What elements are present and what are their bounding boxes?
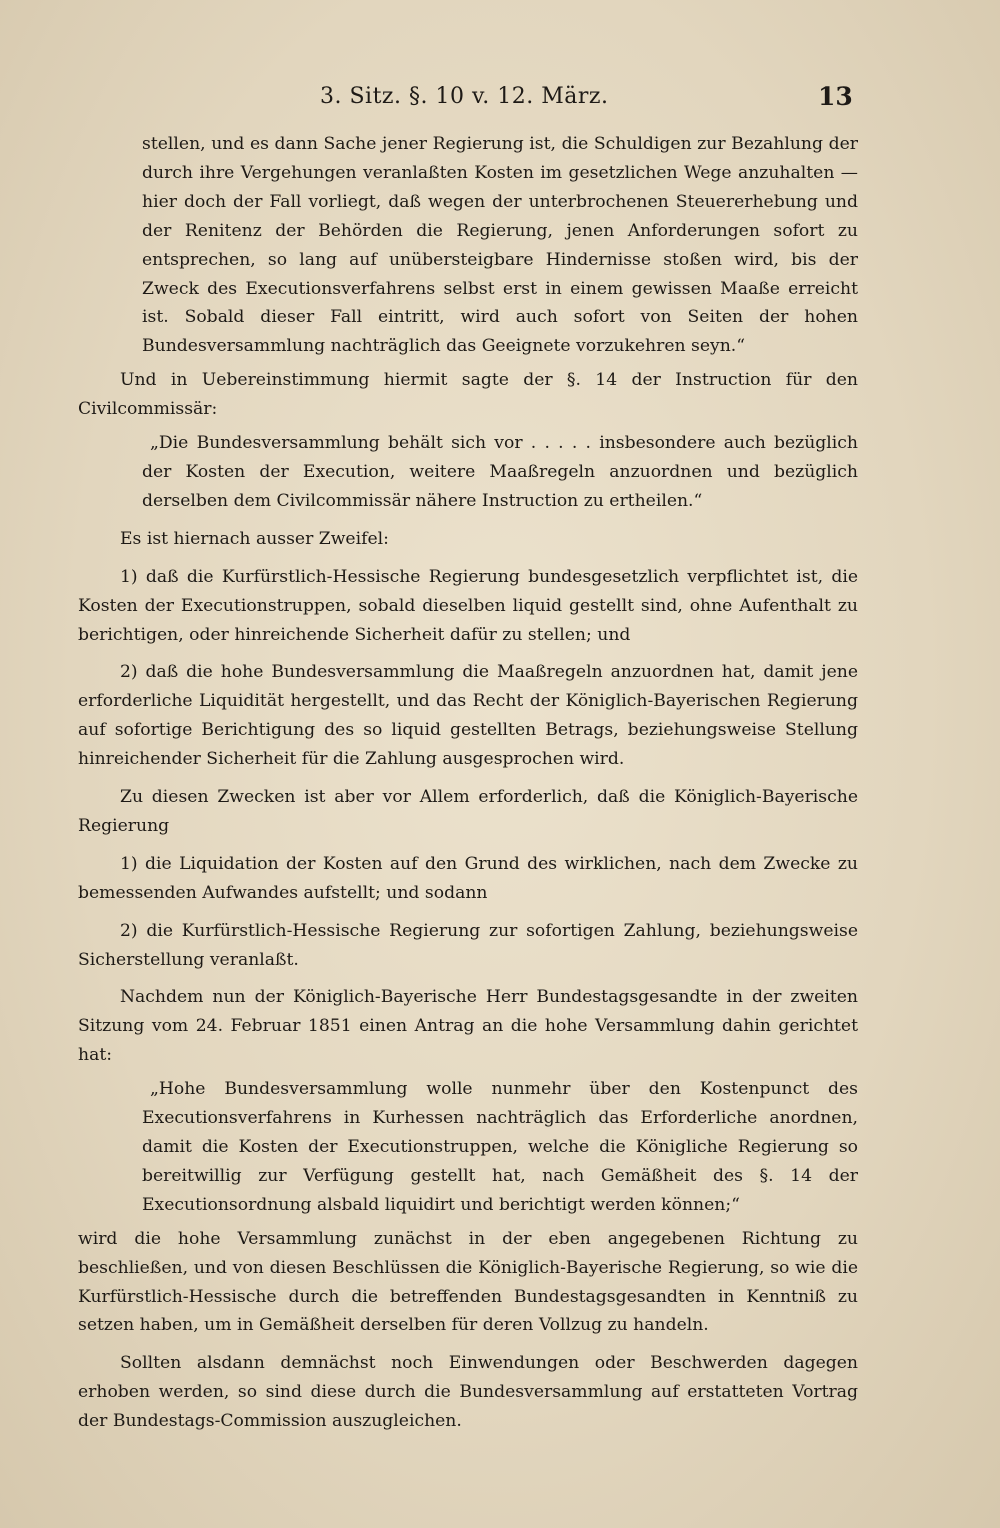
page-number: 13 [818, 82, 853, 111]
paragraph: wird die hohe Versammlung zunächst in der eben angegebenen Richtung zu beschließen, und von diesen Beschlüssen die Königlich-Bayerische Regierung, so wie die Kurfürstlich-Hessische durch die betreffenden Bundestagsgesandten in Kenntniß zu setzen haben, um in Gemäßheit derselben für deren Vollzug zu handeln. [78, 1228, 858, 1336]
page-header [0, 84, 1000, 120]
paragraph-continued-quote: stellen, und es dann Sache jener Regierung ist, die Schuldigen zur Bezahlung der durch ihre Vergehungen veranlaßten Kosten im gesetzlichen Wege anzuhalten — hier doch der Fall vorliegt, daß wegen der unterbrochenen Steuererhebung und der Renitenz der Behörden die Regierung, jenen Anforderungen sofort zu entsprechen, so lang auf unübersteigbare Hindernisse stoßen wird, bis der Zweck des Executionsverfahrens selbst erst in einem gewissen Maaße erreicht ist. Sobald dieser Fall eintritt, wird auch sofort von Seiten der hohen Bundesversammlung nachträglich das Geeignete vorzukehren seyn.“ [142, 134, 858, 357]
list-item: 1) die Liquidation der Kosten auf den Grund des wirklichen, nach dem Zwecke zu bemessenden Aufwandes aufstellt; und sodann [78, 853, 858, 903]
paragraph: Sollten alsdann demnächst noch Einwendungen oder Beschwerden dagegen erhoben werden, so sind diese durch die Bundesversammlung auf erstatteten Vortrag der Bundestags-Commission auszugleichen. [78, 1353, 858, 1432]
paragraph-quote: „Hohe Bundesversammlung wolle nunmehr über den Kostenpunct des Executionsverfahrens in Kurhessen nachträglich das Erforderliche anordnen, damit die Kosten der Executionstruppen, welche die Königliche Regierung so bereitwillig zur Verfügung gestellt hat, nach Gemäßheit des §. 14 der Executionsordnung alsbald liquidirt und berichtigt werden können;“ [142, 1079, 858, 1215]
paragraph: Und in Uebereinstimmung hiermit sagte der §. 14 der Instruction für den Civilcommissär: [78, 370, 858, 420]
paragraph: Nachdem nun der Königlich-Bayerische Herr Bundestagsgesandte in der zweiten Sitzung vom 24. Februar 1851 einen Antrag an die hohe Versammlung dahin gerichtet hat: [78, 987, 858, 1066]
list-item: 2) die Kurfürstlich-Hessische Regierung zur sofortigen Zahlung, beziehungsweise Sicherstellung veranlaßt. [78, 920, 858, 970]
running-head: 3. Sitz. §. 10 v. 12. März. [320, 84, 609, 109]
list-item: 1) daß die Kurfürstlich-Hessische Regierung bundesgesetzlich verpflichtet ist, die Kosten der Executionstruppen, sobald dieselben liquid gestellt sind, ohne Aufenthalt zu berichtigen, oder hinreichende Sicherheit dafür zu stellen; und [78, 566, 858, 645]
body-text [78, 130, 858, 1436]
paragraph: Zu diesen Zwecken ist aber vor Allem erforderlich, daß die Königlich-Bayerische Regierung [78, 787, 858, 836]
list-item: 2) daß die hohe Bundesversammlung die Maaßregeln anzuordnen hat, damit jene erforderliche Liquidität hergestellt, und das Recht der Königlich-Bayerischen Regierung auf sofortige Berichtigung des so liquid gestellten Betrags, beziehungsweise Stellung hinreichender Sicherheit für die Zahlung ausgesprochen wird. [78, 662, 858, 770]
paragraph: Es ist hiernach ausser Zweifel: [120, 528, 389, 549]
paragraph-quote: „Die Bundesversammlung behält sich vor . . . . . insbesondere auch bezüglich der Kosten der Execution, weitere Maaßregeln anzuordnen und bezüglich derselben dem Civilcommissär nähere Instruction zu ertheilen.“ [142, 433, 858, 511]
